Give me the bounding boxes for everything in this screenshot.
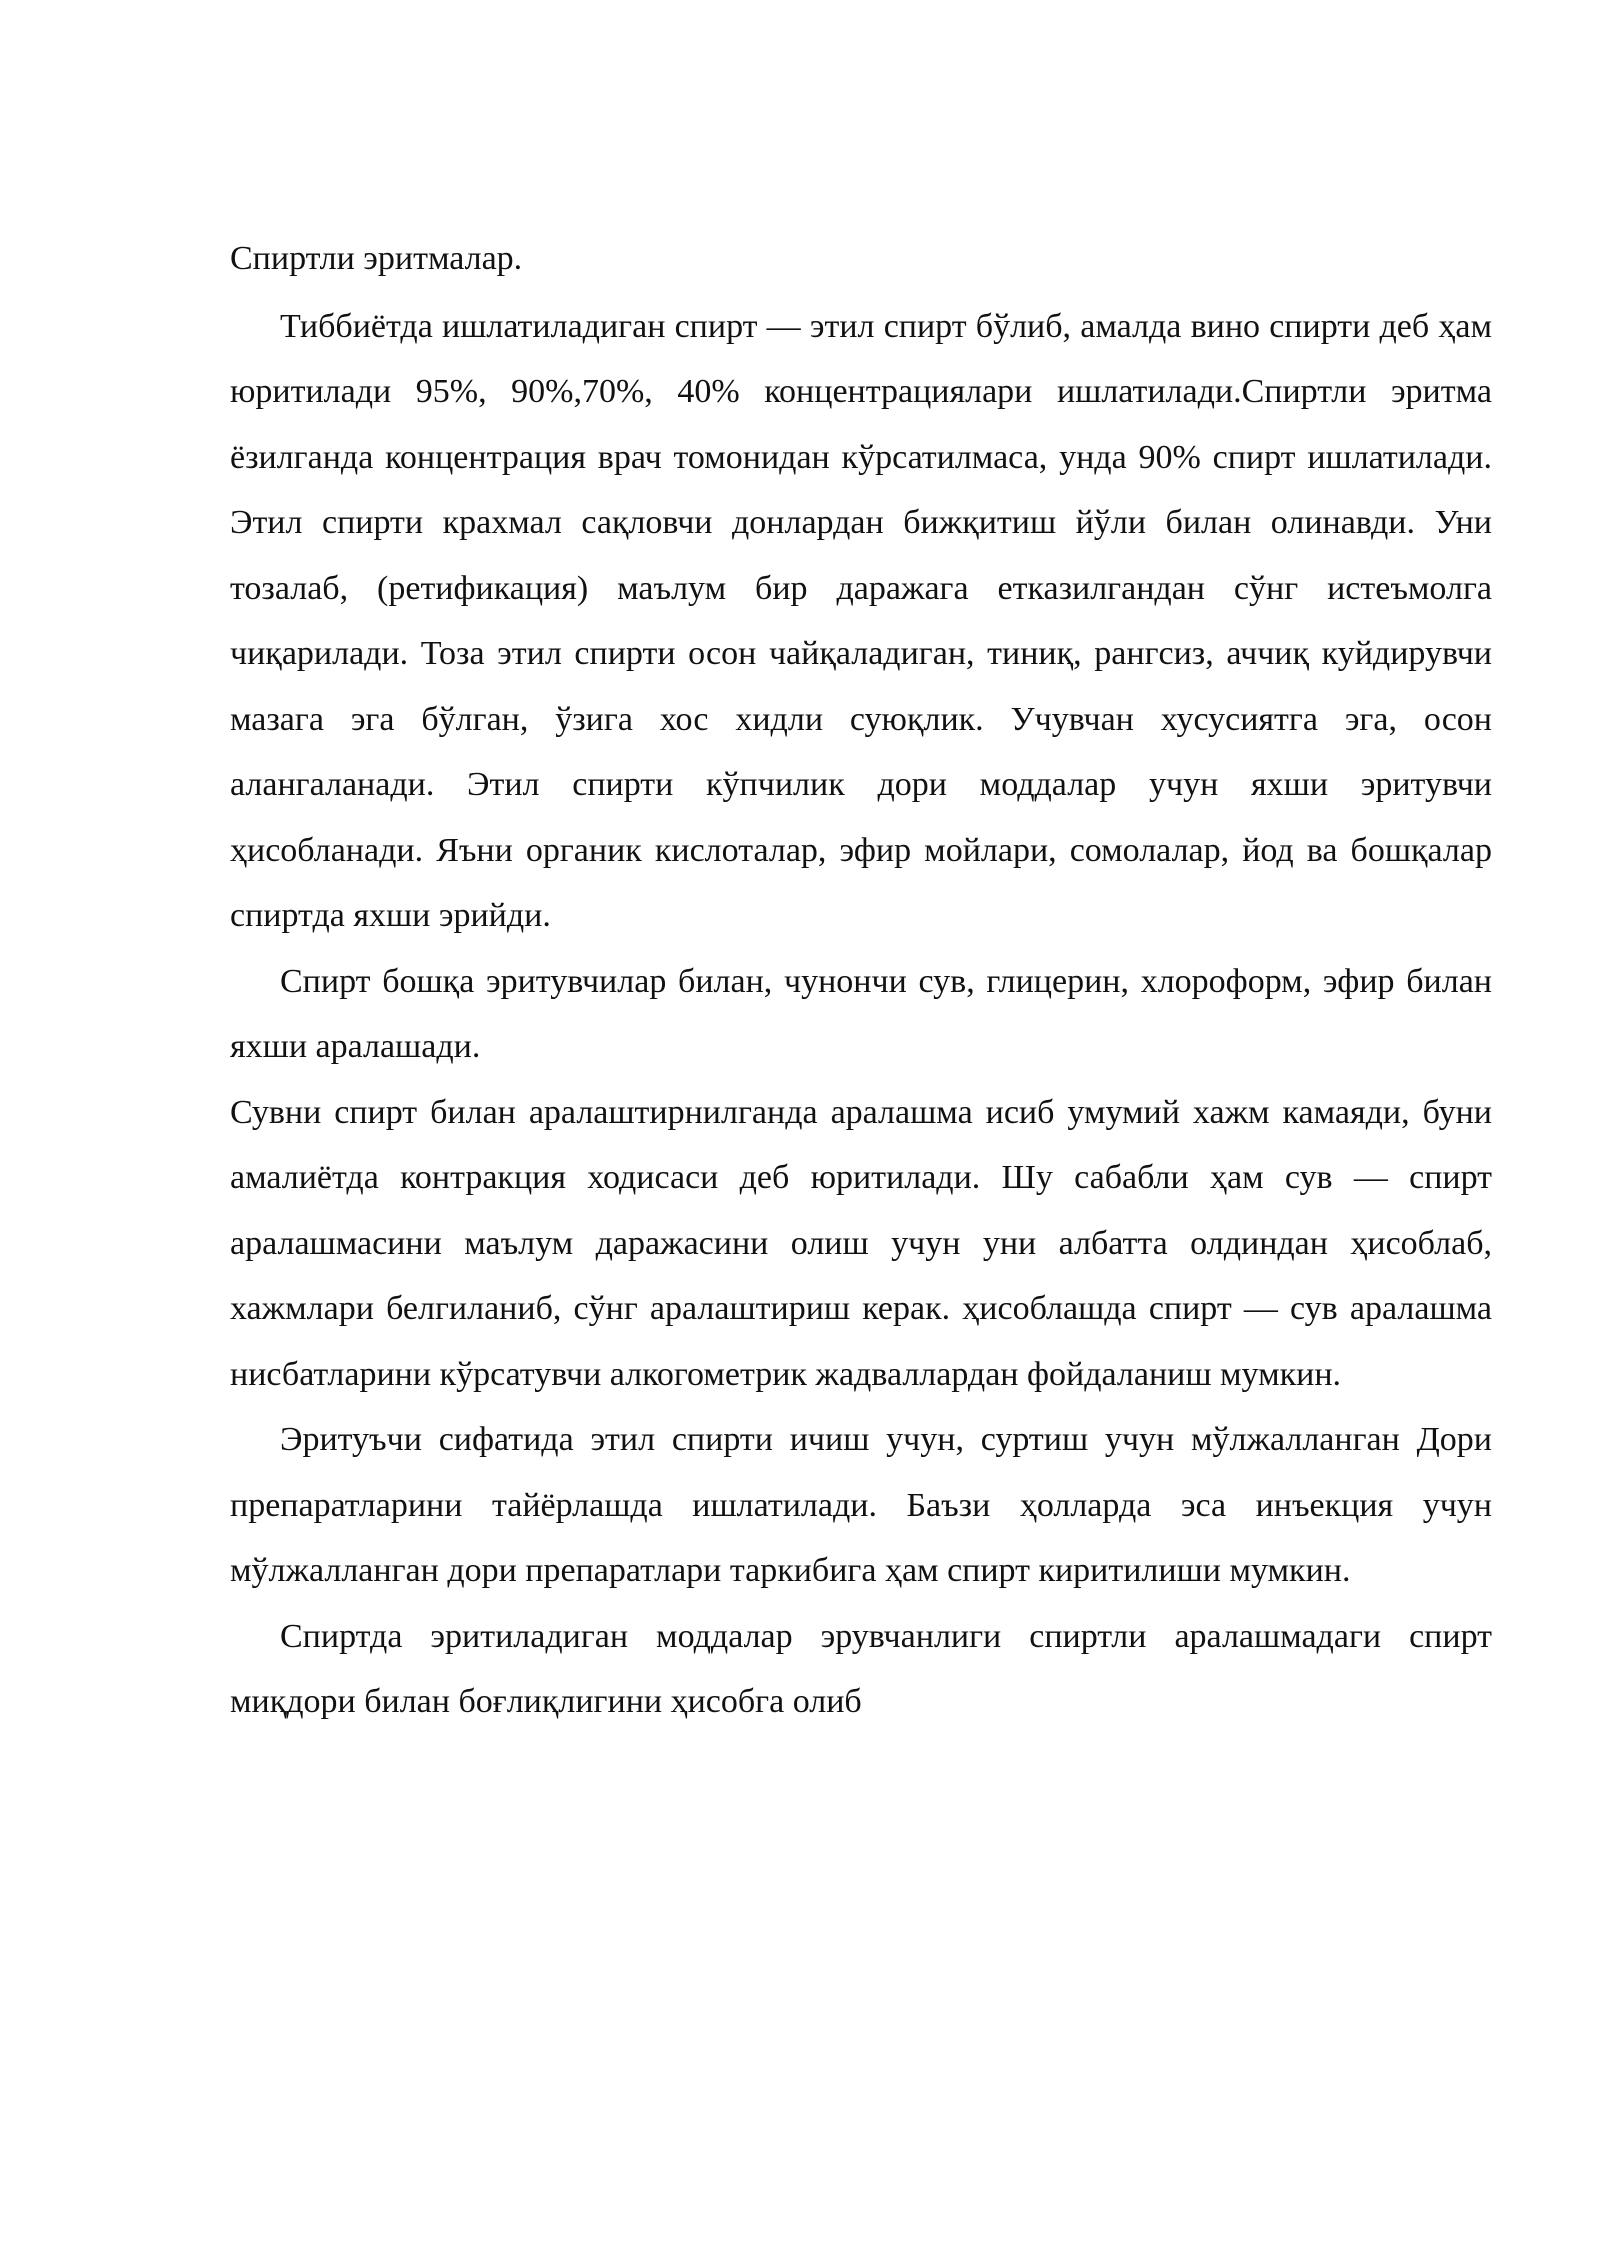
document-title: Спиртли эритмалар.	[230, 240, 523, 277]
paragraph-solubility: Спиртда эритиладиган моддалар эрувчанлиги спиртли аралашмадаги спирт миқдори билан боғлиқлигини ҳисобга олиб	[230, 1617, 1492, 1720]
paragraph-spirit-mixing: Спирт бошқа эритувчилар билан, чунончи сув, глицерин, хлороформ, эфир билан яхши аралашади.	[230, 962, 1492, 1065]
document-page	[230, 226, 1492, 1735]
paragraph-contraction: Сувни спирт билан аралаштирнилганда аралашма исиб умумий хажм камаяди, буни амалиётда контракция ходисаси деб юритилади. Шу сабабли ҳам сув — спирт аралашмасини маълум даражасини олиш учун уни албатта олдиндан ҳисоблаб, хажмлари белгиланиб, сўнг аралаштириш керак. ҳисоблашда спирт — сув аралашма нисбатларини кўрсатувчи алкогометрик жадваллардан фойдаланиш мумкин.	[230, 1093, 1492, 1393]
paragraph-ethyl-spirit-properties: Тиббиётда ишлатиладиган спирт — этил спирт бўлиб, амалда вино спирти деб ҳам юритилади 95%, 90%,70%, 40% концентрациялари ишлатилади.Спиртли эритма ёзилганда концентрация врач томонидан кўрсатилмаса, унда 90% спирт ишлатилади. Этил спирти крахмал сақловчи донлардан бижқитиш йўли билан олинавди. Уни тозалаб, (ретификация) маълум бир даражага етказилгандан сўнг истеъмолга чиқарилади. Тоза этил спирти осон чайқаладиган, тиниқ, рангсиз, аччиқ куйдирувчи мазага эга бўлган, ўзига хос хидли суюқлик. Учувчан хусусиятга эга, осон алангаланади. Этил спирти кўпчилик дори моддалар учун яхши эритувчи ҳисобланади. Яъни органик кислоталар, эфир мойлари, сомолалар, йод ва бошқалар спиртда яхши эрийди.	[230, 307, 1492, 934]
paragraph-solvent-usage: Эритуъчи сифатида этил спирти ичиш учун, суртиш учун мўлжалланган Дори препаратларини тайёрлашда ишлатилади. Баъзи ҳолларда эса инъекция учун мўлжалланган дори препаратлари таркибига ҳам спирт киритилиши мумкин.	[230, 1421, 1492, 1589]
